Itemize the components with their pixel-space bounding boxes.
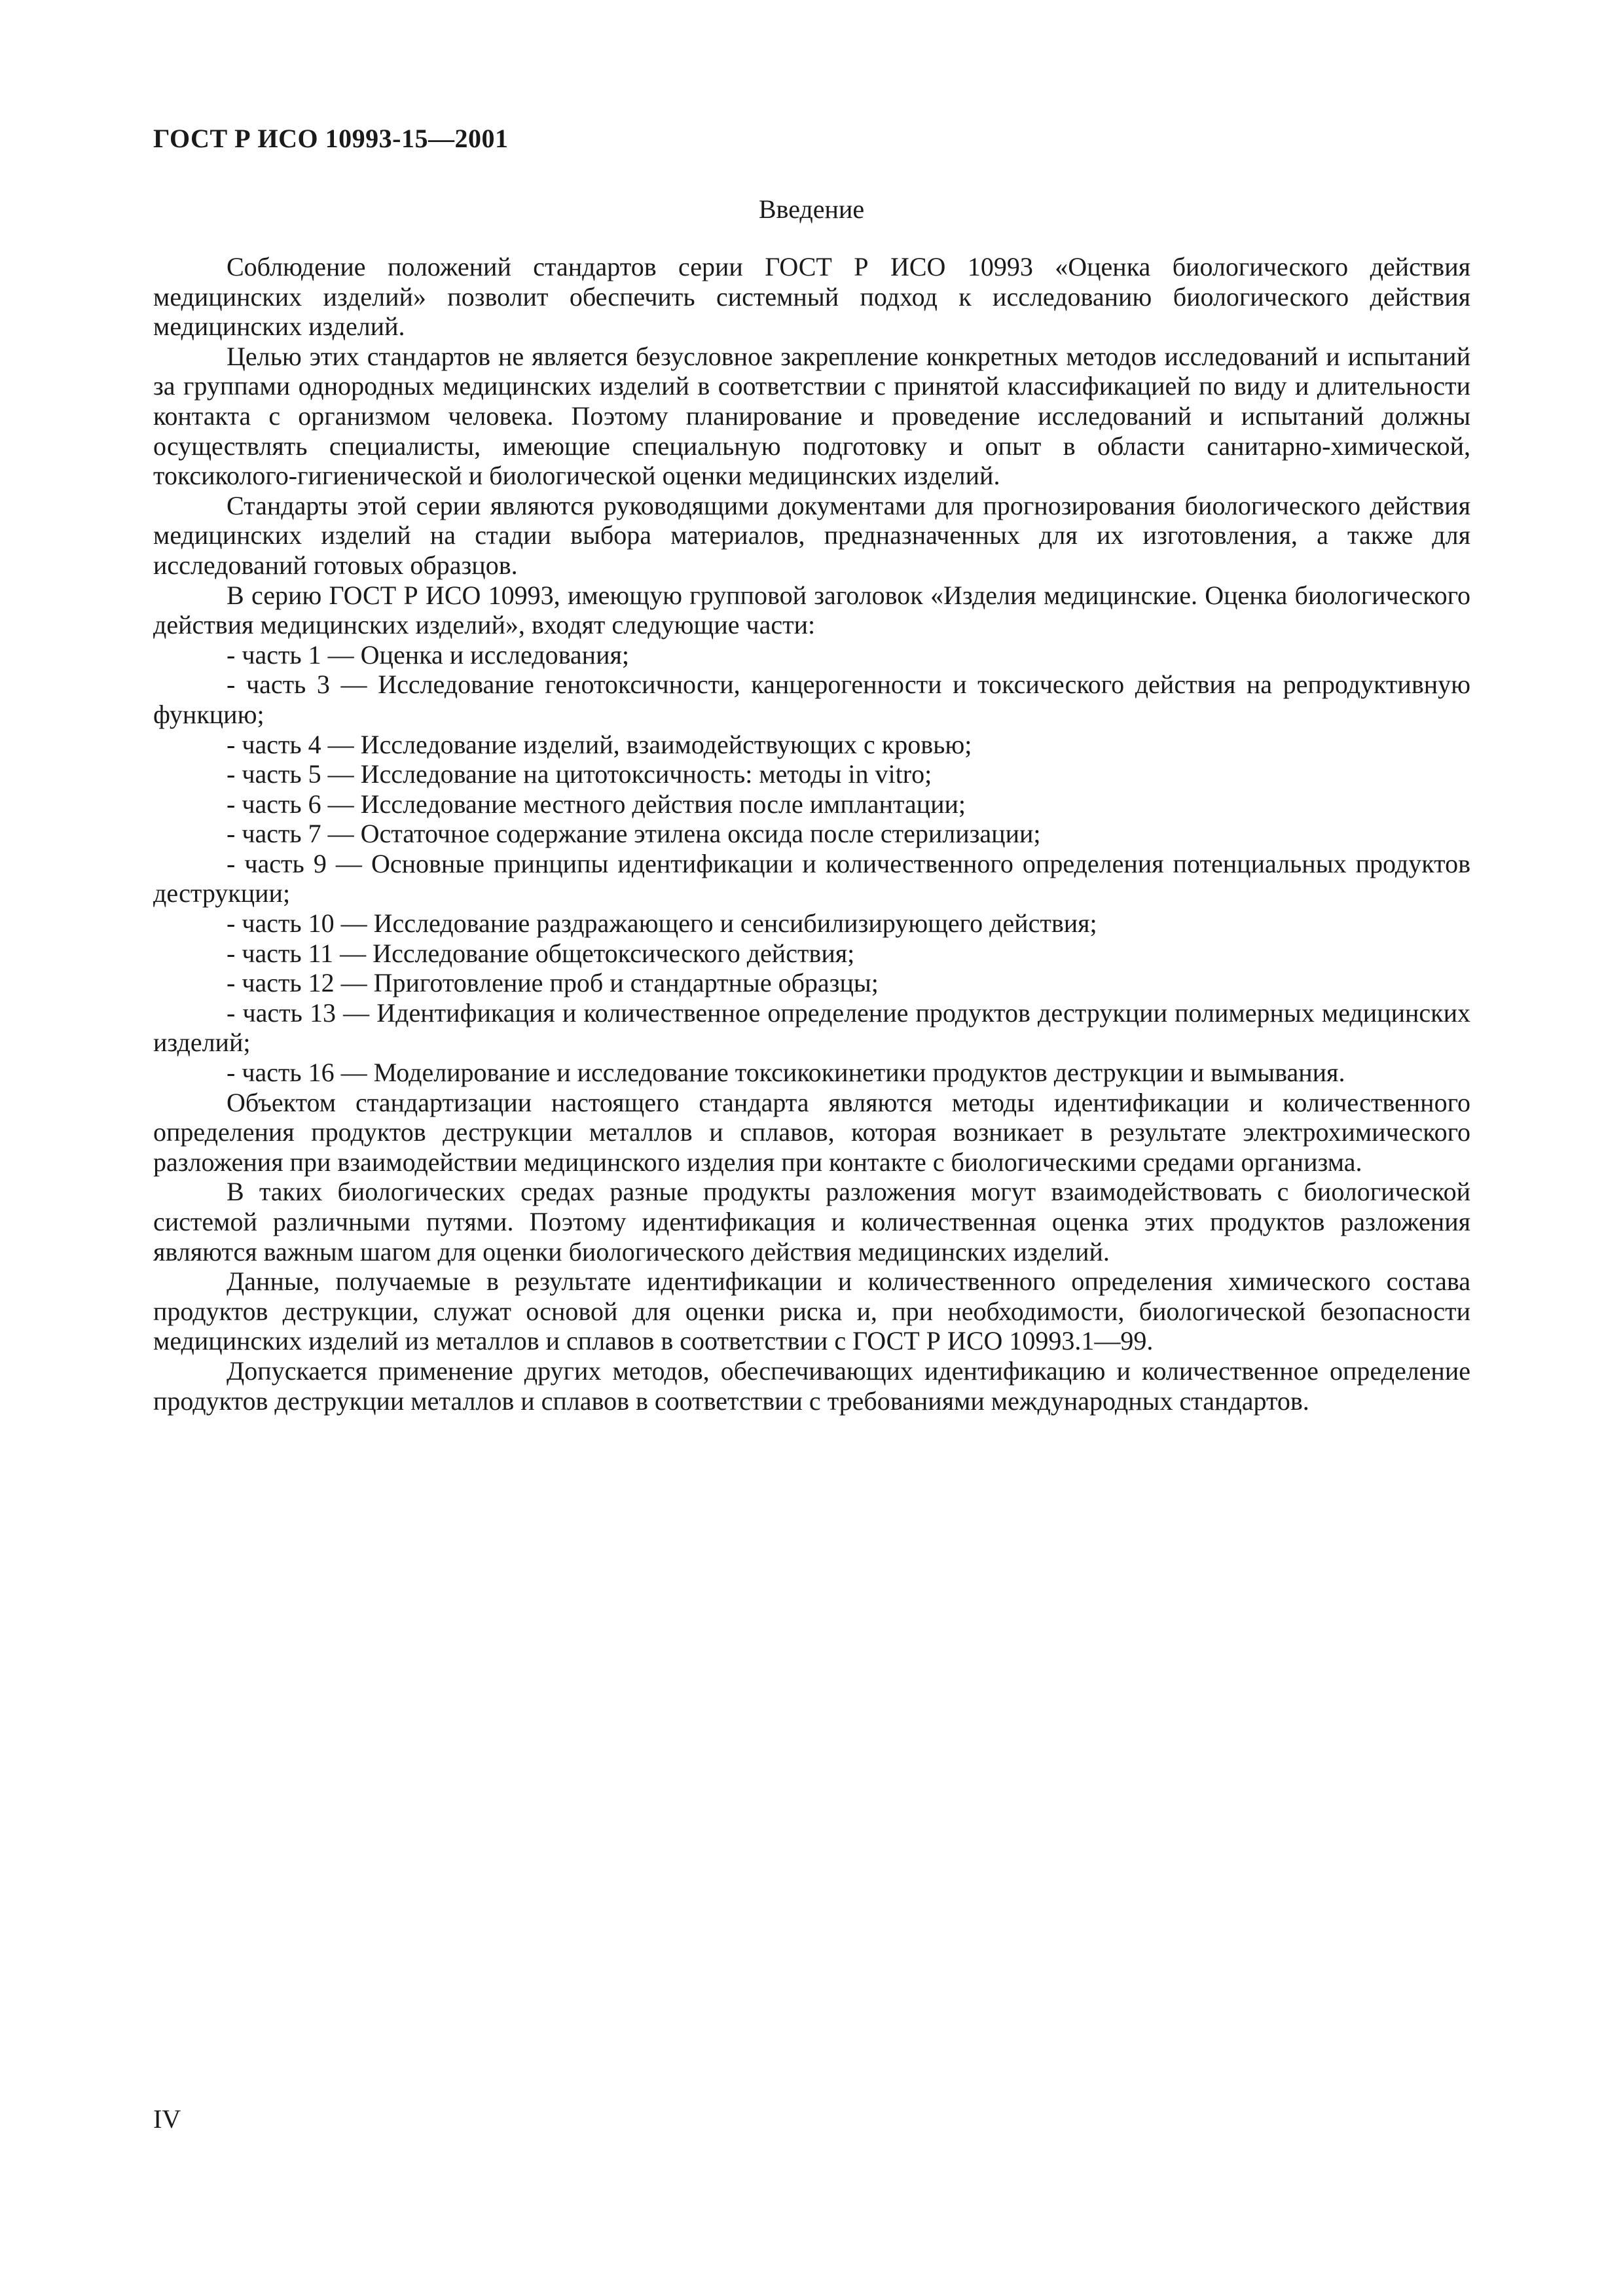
paragraph: Допускается применение других методов, обеспечивающих идентификацию и количественное определение продуктов деструкции металлов и сплавов в соответствии с требованиями международных стандартов.	[153, 1355, 1470, 1416]
list-item: - часть 4 — Исследование изделий, взаимодействующих с кровью;	[227, 729, 972, 759]
list-item: - часть 11 — Исследование общетоксического действия;	[227, 938, 855, 968]
paragraph: Данные, получаемые в результате идентификации и количественного определения химического состава продуктов деструкции, служат основой для оценки риска и, при необходимости, биологической безопасности медицинских изделий из металлов и сплавов в соответствии с ГОСТ Р ИСО 10993.1—99.	[153, 1266, 1470, 1356]
list-item: - часть 13 — Идентификация и количественное определение продуктов деструкции полимерных медицинских изделий;	[153, 997, 1470, 1058]
paragraph: Целью этих стандартов не является безусловное закрепление конкретных методов исследований и испытаний за группами однородных медицинских изделий в соответствии с принятой классификацией по виду и длительности контакта с организмом человека. Поэтому планирование и проведение исследований и испытаний должны осуществлять специалисты, имеющие специальную подготовку и опыт в области санитарно-химической, токсиколого-гигиенической и биологической оценки медицинских изделий.	[153, 341, 1470, 491]
list-item: - часть 7 — Остаточное содержание этилена оксида после стерилизации;	[227, 819, 1041, 849]
list-item: - часть 1 — Оценка и исследования;	[227, 639, 629, 670]
list-item: - часть 6 — Исследование местного действия после имплантации;	[227, 789, 966, 819]
list-item: - часть 12 — Приготовление проб и стандартные образцы;	[227, 968, 879, 998]
list-item: - часть 16 — Моделирование и исследование токсикокинетики продуктов деструкции и вымывания.	[227, 1058, 1345, 1088]
list-item: - часть 5 — Исследование на цитотоксичность: методы in vitro;	[227, 759, 932, 789]
document-header: ГОСТ Р ИСО 10993-15—2001	[153, 124, 509, 153]
paragraph: Соблюдение положений стандартов серии ГОСТ Р ИСО 10993 «Оценка биологического действия медицинских изделий» позволит обеспечить системный подход к исследованию биологического действия медицинских изделий.	[153, 252, 1470, 342]
section-title: Введение	[758, 194, 865, 224]
document-body	[153, 252, 1470, 1416]
paragraph: В таких биологических средах разные продукты разложения могут взаимодействовать с биологической системой различными путями. Поэтому идентификация и количественная оценка этих продуктов разложения являются важным шагом для оценки биологического действия медицинских изделий.	[153, 1177, 1470, 1266]
paragraph: Стандарты этой серии являются руководящими документами для прогнозирования биологического действия медицинских изделий на стадии выбора материалов, предназначенных для их изготовления, а также для исследований готовых образцов.	[153, 490, 1470, 580]
page-number: IV	[153, 2104, 181, 2134]
list-item: - часть 9 — Основные принципы идентификации и количественного определения потенциальных продуктов деструкции;	[153, 848, 1470, 908]
list-item: - часть 10 — Исследование раздражающего и сенсибилизирующего действия;	[227, 908, 1097, 939]
paragraph: В серию ГОСТ Р ИСО 10993, имеющую групповой заголовок «Изделия медицинские. Оценка биологического действия медицинских изделий», входят следующие части:	[153, 580, 1470, 640]
paragraph: Объектом стандартизации настоящего стандарта являются методы идентификации и количественного определения продуктов деструкции металлов и сплавов, которая возникает в результате электрохимического разложения при взаимодействии медицинского изделия при контакте с биологическими средами организма.	[153, 1087, 1470, 1177]
list-item: - часть 3 — Исследование генотоксичности, канцерогенности и токсического действия на репродуктивную функцию;	[153, 670, 1470, 729]
